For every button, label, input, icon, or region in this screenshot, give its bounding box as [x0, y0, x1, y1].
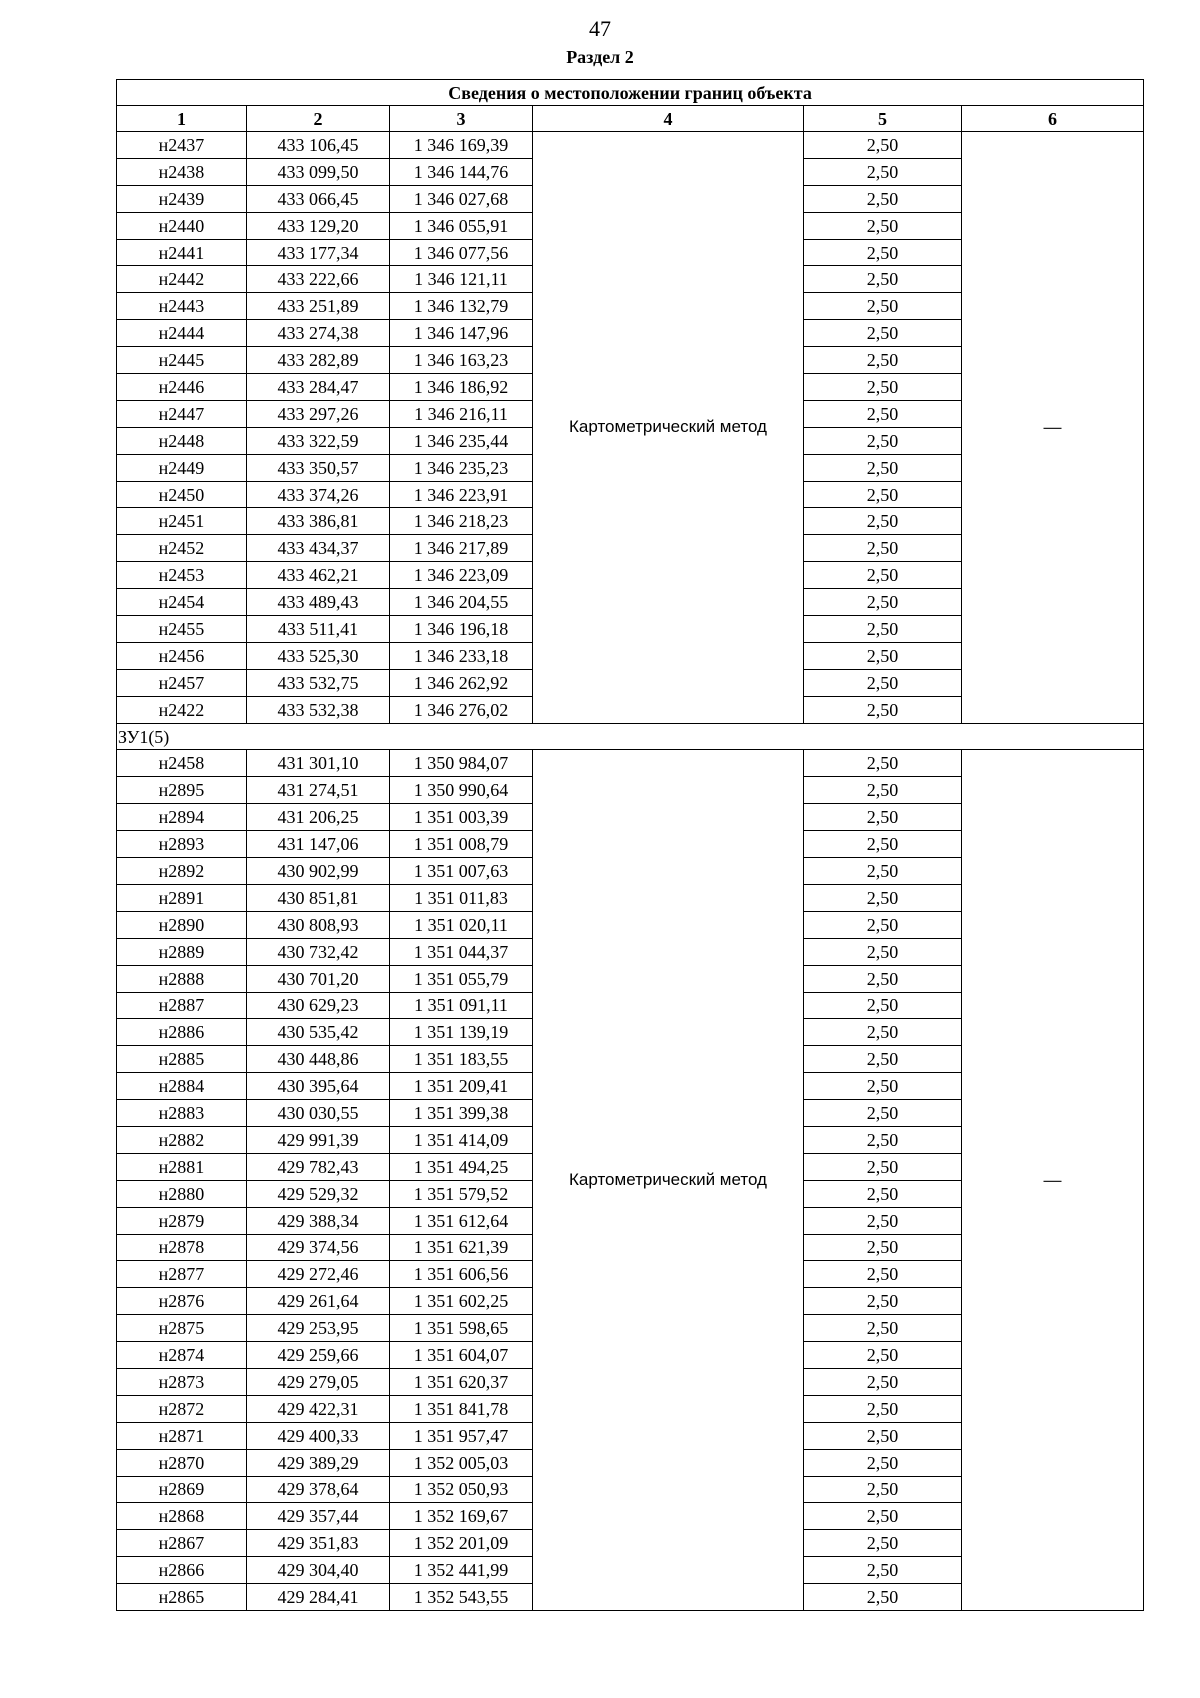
y-coordinate-cell: 1 346 055,91 [390, 212, 533, 239]
x-coordinate-cell: 429 279,05 [247, 1368, 390, 1395]
accuracy-cell: 2,50 [804, 1422, 962, 1449]
x-coordinate-cell: 433 532,38 [247, 696, 390, 723]
y-coordinate-cell: 1 351 209,41 [390, 1073, 533, 1100]
point-id-cell: н2453 [117, 562, 247, 589]
point-id-cell: н2875 [117, 1315, 247, 1342]
point-id-cell: н2881 [117, 1153, 247, 1180]
accuracy-cell: 2,50 [804, 535, 962, 562]
x-coordinate-cell: 430 030,55 [247, 1100, 390, 1127]
x-coordinate-cell: 430 448,86 [247, 1046, 390, 1073]
accuracy-cell: 2,50 [804, 481, 962, 508]
point-id-cell: н2449 [117, 454, 247, 481]
accuracy-cell: 2,50 [804, 938, 962, 965]
accuracy-cell: 2,50 [804, 1557, 962, 1584]
y-coordinate-cell: 1 346 276,02 [390, 696, 533, 723]
y-coordinate-cell: 1 346 169,39 [390, 132, 533, 159]
column-number-4: 4 [533, 106, 804, 132]
point-id-cell: н2874 [117, 1342, 247, 1369]
y-coordinate-cell: 1 346 235,44 [390, 427, 533, 454]
x-coordinate-cell: 431 206,25 [247, 804, 390, 831]
y-coordinate-cell: 1 351 007,63 [390, 858, 533, 885]
group-label: ЗУ1(5) [117, 723, 1144, 750]
point-id-cell: н2878 [117, 1234, 247, 1261]
x-coordinate-cell: 429 272,46 [247, 1261, 390, 1288]
accuracy-cell: 2,50 [804, 1584, 962, 1611]
point-id-cell: н2451 [117, 508, 247, 535]
accuracy-cell: 2,50 [804, 1449, 962, 1476]
point-id-cell: н2439 [117, 185, 247, 212]
point-id-cell: н2447 [117, 400, 247, 427]
x-coordinate-cell: 429 357,44 [247, 1503, 390, 1530]
x-coordinate-cell: 433 284,47 [247, 374, 390, 401]
y-coordinate-cell: 1 346 196,18 [390, 616, 533, 643]
point-id-cell: н2871 [117, 1422, 247, 1449]
accuracy-cell: 2,50 [804, 1073, 962, 1100]
point-id-cell: н2444 [117, 320, 247, 347]
table-row [117, 750, 1144, 777]
accuracy-cell: 2,50 [804, 1530, 962, 1557]
y-coordinate-cell: 1 346 262,92 [390, 669, 533, 696]
accuracy-cell: 2,50 [804, 1476, 962, 1503]
x-coordinate-cell: 433 106,45 [247, 132, 390, 159]
accuracy-cell: 2,50 [804, 1153, 962, 1180]
point-id-cell: н2870 [117, 1449, 247, 1476]
point-id-cell: н2891 [117, 884, 247, 911]
accuracy-cell: 2,50 [804, 1100, 962, 1127]
y-coordinate-cell: 1 346 223,91 [390, 481, 533, 508]
y-coordinate-cell: 1 351 579,52 [390, 1180, 533, 1207]
y-coordinate-cell: 1 351 957,47 [390, 1422, 533, 1449]
point-id-cell: н2888 [117, 965, 247, 992]
accuracy-cell: 2,50 [804, 777, 962, 804]
point-id-cell: н2865 [117, 1584, 247, 1611]
x-coordinate-cell: 433 251,89 [247, 293, 390, 320]
x-coordinate-cell: 433 511,41 [247, 616, 390, 643]
accuracy-cell: 2,50 [804, 454, 962, 481]
point-id-cell: н2454 [117, 589, 247, 616]
y-coordinate-cell: 1 352 005,03 [390, 1449, 533, 1476]
x-coordinate-cell: 433 489,43 [247, 589, 390, 616]
point-id-cell: н2445 [117, 347, 247, 374]
y-coordinate-cell: 1 346 144,76 [390, 158, 533, 185]
accuracy-cell: 2,50 [804, 132, 962, 159]
y-coordinate-cell: 1 346 233,18 [390, 642, 533, 669]
column-number-6: 6 [962, 106, 1144, 132]
y-coordinate-cell: 1 346 186,92 [390, 374, 533, 401]
y-coordinate-cell: 1 346 218,23 [390, 508, 533, 535]
x-coordinate-cell: 433 532,75 [247, 669, 390, 696]
group-label-row [117, 723, 1144, 750]
table-caption: Сведения о местоположении границ объекта [117, 80, 1144, 106]
point-id-cell: н2867 [117, 1530, 247, 1557]
point-id-cell: н2876 [117, 1288, 247, 1315]
y-coordinate-cell: 1 351 183,55 [390, 1046, 533, 1073]
point-id-cell: н2452 [117, 535, 247, 562]
y-coordinate-cell: 1 346 121,11 [390, 266, 533, 293]
x-coordinate-cell: 433 386,81 [247, 508, 390, 535]
y-coordinate-cell: 1 352 441,99 [390, 1557, 533, 1584]
accuracy-cell: 2,50 [804, 616, 962, 643]
x-coordinate-cell: 429 422,31 [247, 1395, 390, 1422]
accuracy-cell: 2,50 [804, 1046, 962, 1073]
point-id-cell: н2882 [117, 1126, 247, 1153]
x-coordinate-cell: 429 991,39 [247, 1126, 390, 1153]
y-coordinate-cell: 1 351 604,07 [390, 1342, 533, 1369]
x-coordinate-cell: 429 253,95 [247, 1315, 390, 1342]
y-coordinate-cell: 1 346 147,96 [390, 320, 533, 347]
accuracy-cell: 2,50 [804, 1315, 962, 1342]
accuracy-cell: 2,50 [804, 1234, 962, 1261]
point-id-cell: н2879 [117, 1207, 247, 1234]
boundary-coordinates-table [116, 79, 1144, 1611]
x-coordinate-cell: 429 259,66 [247, 1342, 390, 1369]
y-coordinate-cell: 1 351 399,38 [390, 1100, 533, 1127]
x-coordinate-cell: 433 282,89 [247, 347, 390, 374]
x-coordinate-cell: 429 400,33 [247, 1422, 390, 1449]
x-coordinate-cell: 430 808,93 [247, 911, 390, 938]
accuracy-cell: 2,50 [804, 374, 962, 401]
page-number: 47 [589, 16, 611, 41]
y-coordinate-cell: 1 351 055,79 [390, 965, 533, 992]
y-coordinate-cell: 1 351 621,39 [390, 1234, 533, 1261]
y-coordinate-cell: 1 351 598,65 [390, 1315, 533, 1342]
accuracy-cell: 2,50 [804, 562, 962, 589]
y-coordinate-cell: 1 346 223,09 [390, 562, 533, 589]
accuracy-cell: 2,50 [804, 911, 962, 938]
column-number-3: 3 [390, 106, 533, 132]
x-coordinate-cell: 431 147,06 [247, 831, 390, 858]
accuracy-cell: 2,50 [804, 750, 962, 777]
y-coordinate-cell: 1 346 027,68 [390, 185, 533, 212]
y-coordinate-cell: 1 351 606,56 [390, 1261, 533, 1288]
y-coordinate-cell: 1 346 163,23 [390, 347, 533, 374]
y-coordinate-cell: 1 351 841,78 [390, 1395, 533, 1422]
point-id-cell: н2885 [117, 1046, 247, 1073]
point-id-cell: н2886 [117, 1019, 247, 1046]
point-id-cell: н2455 [117, 616, 247, 643]
x-coordinate-cell: 433 322,59 [247, 427, 390, 454]
accuracy-cell: 2,50 [804, 1261, 962, 1288]
point-id-cell: н2422 [117, 696, 247, 723]
accuracy-cell: 2,50 [804, 669, 962, 696]
x-coordinate-cell: 433 374,26 [247, 481, 390, 508]
x-coordinate-cell: 433 350,57 [247, 454, 390, 481]
y-coordinate-cell: 1 352 050,93 [390, 1476, 533, 1503]
column-6-cell: — [962, 132, 1144, 724]
x-coordinate-cell: 430 701,20 [247, 965, 390, 992]
accuracy-cell: 2,50 [804, 1180, 962, 1207]
point-id-cell: н2872 [117, 1395, 247, 1422]
method-cell: Картометрический метод [533, 132, 804, 724]
accuracy-cell: 2,50 [804, 992, 962, 1019]
point-id-cell: н2893 [117, 831, 247, 858]
x-coordinate-cell: 431 274,51 [247, 777, 390, 804]
y-coordinate-cell: 1 350 984,07 [390, 750, 533, 777]
column-number-5: 5 [804, 106, 962, 132]
accuracy-cell: 2,50 [804, 831, 962, 858]
x-coordinate-cell: 429 388,34 [247, 1207, 390, 1234]
x-coordinate-cell: 429 261,64 [247, 1288, 390, 1315]
y-coordinate-cell: 1 351 003,39 [390, 804, 533, 831]
accuracy-cell: 2,50 [804, 427, 962, 454]
point-id-cell: н2894 [117, 804, 247, 831]
accuracy-cell: 2,50 [804, 1368, 962, 1395]
accuracy-cell: 2,50 [804, 212, 962, 239]
point-id-cell: н2877 [117, 1261, 247, 1288]
y-coordinate-cell: 1 346 132,79 [390, 293, 533, 320]
x-coordinate-cell: 433 297,26 [247, 400, 390, 427]
y-coordinate-cell: 1 351 612,64 [390, 1207, 533, 1234]
accuracy-cell: 2,50 [804, 266, 962, 293]
y-coordinate-cell: 1 346 204,55 [390, 589, 533, 616]
y-coordinate-cell: 1 351 044,37 [390, 938, 533, 965]
accuracy-cell: 2,50 [804, 696, 962, 723]
point-id-cell: н2889 [117, 938, 247, 965]
accuracy-cell: 2,50 [804, 320, 962, 347]
x-coordinate-cell: 429 378,64 [247, 1476, 390, 1503]
x-coordinate-cell: 430 629,23 [247, 992, 390, 1019]
accuracy-cell: 2,50 [804, 158, 962, 185]
point-id-cell: н2442 [117, 266, 247, 293]
y-coordinate-cell: 1 352 543,55 [390, 1584, 533, 1611]
x-coordinate-cell: 429 529,32 [247, 1180, 390, 1207]
x-coordinate-cell: 430 902,99 [247, 858, 390, 885]
x-coordinate-cell: 433 274,38 [247, 320, 390, 347]
x-coordinate-cell: 433 434,37 [247, 535, 390, 562]
y-coordinate-cell: 1 346 216,11 [390, 400, 533, 427]
point-id-cell: н2448 [117, 427, 247, 454]
y-coordinate-cell: 1 351 091,11 [390, 992, 533, 1019]
y-coordinate-cell: 1 352 201,09 [390, 1530, 533, 1557]
section-title: Раздел 2 [566, 47, 634, 67]
x-coordinate-cell: 433 066,45 [247, 185, 390, 212]
column-number-1: 1 [117, 106, 247, 132]
point-id-cell: н2441 [117, 239, 247, 266]
x-coordinate-cell: 430 535,42 [247, 1019, 390, 1046]
point-id-cell: н2866 [117, 1557, 247, 1584]
accuracy-cell: 2,50 [804, 1019, 962, 1046]
y-coordinate-cell: 1 351 011,83 [390, 884, 533, 911]
x-coordinate-cell: 429 389,29 [247, 1449, 390, 1476]
point-id-cell: н2438 [117, 158, 247, 185]
accuracy-cell: 2,50 [804, 642, 962, 669]
accuracy-cell: 2,50 [804, 589, 962, 616]
point-id-cell: н2458 [117, 750, 247, 777]
point-id-cell: н2456 [117, 642, 247, 669]
x-coordinate-cell: 433 177,34 [247, 239, 390, 266]
point-id-cell: н2450 [117, 481, 247, 508]
accuracy-cell: 2,50 [804, 1207, 962, 1234]
accuracy-cell: 2,50 [804, 400, 962, 427]
y-coordinate-cell: 1 351 494,25 [390, 1153, 533, 1180]
point-id-cell: н2443 [117, 293, 247, 320]
x-coordinate-cell: 429 284,41 [247, 1584, 390, 1611]
accuracy-cell: 2,50 [804, 185, 962, 212]
y-coordinate-cell: 1 351 008,79 [390, 831, 533, 858]
accuracy-cell: 2,50 [804, 1342, 962, 1369]
x-coordinate-cell: 433 129,20 [247, 212, 390, 239]
point-id-cell: н2457 [117, 669, 247, 696]
point-id-cell: н2895 [117, 777, 247, 804]
column-6-cell: — [962, 750, 1144, 1611]
y-coordinate-cell: 1 352 169,67 [390, 1503, 533, 1530]
accuracy-cell: 2,50 [804, 1503, 962, 1530]
y-coordinate-cell: 1 346 077,56 [390, 239, 533, 266]
accuracy-cell: 2,50 [804, 1126, 962, 1153]
point-id-cell: н2437 [117, 132, 247, 159]
point-id-cell: н2869 [117, 1476, 247, 1503]
y-coordinate-cell: 1 351 139,19 [390, 1019, 533, 1046]
accuracy-cell: 2,50 [804, 239, 962, 266]
accuracy-cell: 2,50 [804, 508, 962, 535]
x-coordinate-cell: 433 462,21 [247, 562, 390, 589]
column-number-2: 2 [247, 106, 390, 132]
x-coordinate-cell: 429 782,43 [247, 1153, 390, 1180]
x-coordinate-cell: 430 395,64 [247, 1073, 390, 1100]
x-coordinate-cell: 429 374,56 [247, 1234, 390, 1261]
point-id-cell: н2892 [117, 858, 247, 885]
accuracy-cell: 2,50 [804, 884, 962, 911]
accuracy-cell: 2,50 [804, 293, 962, 320]
point-id-cell: н2890 [117, 911, 247, 938]
accuracy-cell: 2,50 [804, 1288, 962, 1315]
accuracy-cell: 2,50 [804, 804, 962, 831]
point-id-cell: н2446 [117, 374, 247, 401]
x-coordinate-cell: 430 851,81 [247, 884, 390, 911]
accuracy-cell: 2,50 [804, 858, 962, 885]
accuracy-cell: 2,50 [804, 1395, 962, 1422]
y-coordinate-cell: 1 351 020,11 [390, 911, 533, 938]
point-id-cell: н2887 [117, 992, 247, 1019]
point-id-cell: н2440 [117, 212, 247, 239]
point-id-cell: н2868 [117, 1503, 247, 1530]
y-coordinate-cell: 1 351 620,37 [390, 1368, 533, 1395]
accuracy-cell: 2,50 [804, 965, 962, 992]
x-coordinate-cell: 431 301,10 [247, 750, 390, 777]
point-id-cell: н2883 [117, 1100, 247, 1127]
x-coordinate-cell: 430 732,42 [247, 938, 390, 965]
y-coordinate-cell: 1 351 602,25 [390, 1288, 533, 1315]
point-id-cell: н2880 [117, 1180, 247, 1207]
point-id-cell: н2884 [117, 1073, 247, 1100]
y-coordinate-cell: 1 351 414,09 [390, 1126, 533, 1153]
x-coordinate-cell: 433 099,50 [247, 158, 390, 185]
point-id-cell: н2873 [117, 1368, 247, 1395]
x-coordinate-cell: 429 304,40 [247, 1557, 390, 1584]
x-coordinate-cell: 433 525,30 [247, 642, 390, 669]
y-coordinate-cell: 1 346 235,23 [390, 454, 533, 481]
method-cell: Картометрический метод [533, 750, 804, 1611]
table-row [117, 132, 1144, 159]
y-coordinate-cell: 1 346 217,89 [390, 535, 533, 562]
y-coordinate-cell: 1 350 990,64 [390, 777, 533, 804]
x-coordinate-cell: 429 351,83 [247, 1530, 390, 1557]
accuracy-cell: 2,50 [804, 347, 962, 374]
x-coordinate-cell: 433 222,66 [247, 266, 390, 293]
